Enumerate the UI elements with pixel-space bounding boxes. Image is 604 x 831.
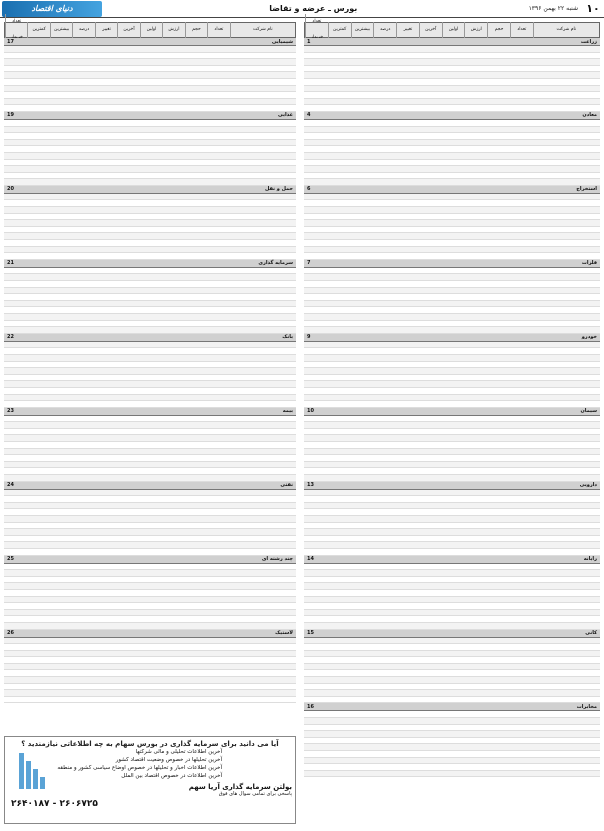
table-row xyxy=(304,677,600,684)
table-row xyxy=(304,549,600,556)
sector-header: نفتی 24 xyxy=(4,482,296,490)
sector-header: فلزات 7 xyxy=(304,260,600,268)
table-row xyxy=(304,66,600,73)
table-row xyxy=(304,59,600,66)
column-header: تعداد xyxy=(207,22,229,38)
table-row xyxy=(4,490,296,497)
table-row xyxy=(304,247,600,254)
table-row xyxy=(4,146,296,153)
table-row xyxy=(4,160,296,167)
table-row xyxy=(4,53,296,60)
sector-header: سرمایه گذاری 21 xyxy=(4,260,296,268)
table-row xyxy=(304,46,600,53)
table-row xyxy=(4,664,296,671)
table-row xyxy=(304,140,600,147)
section-title: بورس ـ عرضه و تقاضا xyxy=(269,4,358,13)
table-row xyxy=(4,327,296,334)
table-row xyxy=(304,355,600,362)
table-row xyxy=(304,133,600,140)
table-row xyxy=(304,173,600,180)
sector-header: بیمه 23 xyxy=(4,408,296,416)
table-row xyxy=(304,416,600,423)
ad-line: آخرین تحلیلها در خصوص وضعیت اقتصاد کشور xyxy=(115,757,222,763)
table-row xyxy=(4,616,296,623)
table-row xyxy=(304,564,600,571)
table-row xyxy=(304,105,600,112)
table-row xyxy=(304,281,600,288)
table-row xyxy=(304,570,600,577)
table-row xyxy=(4,468,296,475)
table-row xyxy=(304,610,600,617)
sector-header: معادن 4 xyxy=(304,112,600,120)
table-row xyxy=(4,475,296,482)
table-row xyxy=(304,314,600,321)
table-row xyxy=(304,623,600,630)
sector-header: دارویی 13 xyxy=(304,482,600,490)
table-row xyxy=(304,731,600,738)
sector-header: سیمان 10 xyxy=(304,408,600,416)
sector-header: مخابرات 16 xyxy=(304,703,600,711)
table-row xyxy=(304,657,600,664)
table-row xyxy=(304,294,600,301)
table-row xyxy=(4,638,296,645)
page-number: ۱۰ xyxy=(586,2,600,15)
table-row xyxy=(4,670,296,677)
table-row xyxy=(304,120,600,127)
table-row xyxy=(304,725,600,732)
table-row xyxy=(304,616,600,623)
table-row xyxy=(4,690,296,697)
table-row xyxy=(304,468,600,475)
table-row xyxy=(4,321,296,328)
table-row xyxy=(4,381,296,388)
table-row xyxy=(304,590,600,597)
table-row xyxy=(304,362,600,369)
advertisement-box xyxy=(4,736,296,824)
table-row xyxy=(304,684,600,691)
table-row xyxy=(4,200,296,207)
table-row xyxy=(4,368,296,375)
issue-date: شنبه ۲۲ بهمن ۱۳۹۶ xyxy=(528,5,578,12)
table-row xyxy=(4,516,296,523)
table-row xyxy=(4,529,296,536)
table-row xyxy=(304,738,600,745)
table-row xyxy=(304,455,600,462)
table-row xyxy=(4,288,296,295)
column-header: درصد xyxy=(72,22,94,38)
sector-header: چند رشته ای 25 xyxy=(4,556,296,564)
ad-line: آخرین اطلاعات اخبار و تحلیلها در خصوص اوضاع سیاسی کشور و منطقه xyxy=(57,765,222,771)
sector-header: لاستیک 26 xyxy=(4,630,296,638)
table-row xyxy=(4,442,296,449)
sector-header: خودرو 9 xyxy=(304,334,600,342)
table-row xyxy=(304,200,600,207)
table-row xyxy=(4,72,296,79)
table-row xyxy=(304,429,600,436)
table-row xyxy=(304,536,600,543)
table-row xyxy=(304,381,600,388)
table-row xyxy=(304,644,600,651)
column-header: آخرین xyxy=(117,22,139,38)
table-row xyxy=(304,220,600,227)
table-row xyxy=(4,348,296,355)
table-row xyxy=(304,751,600,758)
table-row xyxy=(4,66,296,73)
column-header: نام شرکت xyxy=(230,22,295,38)
column-header: تعداد xyxy=(5,14,27,46)
table-row xyxy=(4,342,296,349)
table-row xyxy=(304,523,600,530)
table-row xyxy=(4,294,296,301)
table-row xyxy=(4,307,296,314)
table-row xyxy=(304,99,600,106)
table-row xyxy=(304,227,600,234)
column-header: حجم xyxy=(185,22,207,38)
sector-header: کانی 15 xyxy=(304,630,600,638)
table-row xyxy=(4,59,296,66)
table-row xyxy=(4,375,296,382)
sector-header: حمل و نقل 20 xyxy=(4,186,296,194)
table-row xyxy=(304,764,600,771)
ad-company: بولتن سرمایه گذاری آریا سهم xyxy=(188,783,292,791)
table-row xyxy=(4,247,296,254)
table-row xyxy=(4,395,296,402)
table-row xyxy=(304,375,600,382)
table-row xyxy=(304,638,600,645)
column-header: ارزش xyxy=(464,22,487,38)
column-header: تغییر xyxy=(95,22,117,38)
table-row xyxy=(4,577,296,584)
ad-subtitle: پاسخی برای تمامی سوال های فوق xyxy=(218,791,292,797)
table-row xyxy=(4,140,296,147)
table-row xyxy=(4,99,296,106)
table-row xyxy=(4,644,296,651)
sector-header: غذایی 19 xyxy=(4,112,296,120)
table-row xyxy=(4,429,296,436)
table-row xyxy=(304,321,600,328)
table-row xyxy=(4,207,296,214)
table-row xyxy=(304,268,600,275)
table-row xyxy=(4,355,296,362)
table-row xyxy=(4,281,296,288)
table-row xyxy=(304,442,600,449)
table-row xyxy=(4,435,296,442)
table-row xyxy=(4,509,296,516)
table-row xyxy=(4,536,296,543)
table-row xyxy=(304,577,600,584)
table-row xyxy=(4,590,296,597)
table-row xyxy=(4,523,296,530)
table-row xyxy=(4,227,296,234)
column-header: نام شرکت xyxy=(533,22,599,38)
table-row xyxy=(4,610,296,617)
table-row xyxy=(304,395,600,402)
table-row xyxy=(304,288,600,295)
table-row xyxy=(304,603,600,610)
table-row xyxy=(304,368,600,375)
table-row xyxy=(4,194,296,201)
table-row xyxy=(304,348,600,355)
table-row xyxy=(304,127,600,134)
table-row xyxy=(4,462,296,469)
table-row xyxy=(304,449,600,456)
table-row xyxy=(304,327,600,334)
table-row xyxy=(304,697,600,704)
table-row xyxy=(304,542,600,549)
table-row xyxy=(4,253,296,260)
table-row xyxy=(4,651,296,658)
table-row xyxy=(304,422,600,429)
table-row xyxy=(304,711,600,718)
table-row xyxy=(4,268,296,275)
stock-table xyxy=(304,38,600,777)
table-row xyxy=(4,597,296,604)
column-header: تغییر xyxy=(396,22,419,38)
table-row xyxy=(4,455,296,462)
table-row xyxy=(4,416,296,423)
table-row xyxy=(304,53,600,60)
table-row xyxy=(4,542,296,549)
ad-line: آخرین اطلاعات تحلیلی و مالی شرکتها xyxy=(135,749,222,755)
sector-header: بانک 22 xyxy=(4,334,296,342)
table-row xyxy=(4,46,296,53)
table-row xyxy=(4,301,296,308)
table-row xyxy=(304,670,600,677)
table-row xyxy=(304,496,600,503)
table-row xyxy=(4,220,296,227)
table-row xyxy=(304,597,600,604)
table-row xyxy=(4,422,296,429)
column-header: اولین xyxy=(140,22,162,38)
table-row xyxy=(304,664,600,671)
table-row xyxy=(4,127,296,134)
table-row xyxy=(304,388,600,395)
table-row xyxy=(4,166,296,173)
table-row xyxy=(4,274,296,281)
table-row xyxy=(304,516,600,523)
table-row xyxy=(4,133,296,140)
table-row xyxy=(304,179,600,186)
table-header xyxy=(304,19,600,38)
table-row xyxy=(304,651,600,658)
table-row xyxy=(304,233,600,240)
table-row xyxy=(304,435,600,442)
table-row xyxy=(4,657,296,664)
table-row xyxy=(304,194,600,201)
table-row xyxy=(4,564,296,571)
table-row xyxy=(4,120,296,127)
table-row xyxy=(304,509,600,516)
table-row xyxy=(304,79,600,86)
page-header xyxy=(0,0,604,18)
column-header: بیشترین xyxy=(351,22,374,38)
sector-header: زراعت 1 xyxy=(304,38,600,46)
table-row xyxy=(304,529,600,536)
table-row xyxy=(4,684,296,691)
table-row xyxy=(4,240,296,247)
table-row xyxy=(4,583,296,590)
column-header: تعداد xyxy=(510,22,533,38)
table-header xyxy=(4,19,296,38)
table-row xyxy=(4,697,296,704)
table-row xyxy=(4,79,296,86)
bar-chart-icon xyxy=(11,749,45,789)
table-row xyxy=(304,207,600,214)
column-header: تعداد xyxy=(305,14,328,46)
right-column xyxy=(304,19,600,827)
table-row xyxy=(4,603,296,610)
table-row xyxy=(304,771,600,778)
table-row xyxy=(304,160,600,167)
table-row xyxy=(304,86,600,93)
ad-question: آیا می دانید برای سرمایه گذاری در بورس سهام به چه اطلاعاتی نیازمندید ؟ xyxy=(21,740,279,748)
ad-line: آخرین اطلاعات در خصوص اقتصاد بین الملل xyxy=(121,773,222,779)
table-row xyxy=(4,105,296,112)
table-row xyxy=(4,503,296,510)
table-row xyxy=(304,758,600,765)
table-row xyxy=(4,179,296,186)
table-row xyxy=(304,153,600,160)
ad-phone: ۲۶۴۰۱۸۷ - ۲۶۰۶۷۲۵ xyxy=(11,799,98,809)
table-row xyxy=(304,744,600,751)
table-row xyxy=(304,307,600,314)
table-row xyxy=(304,274,600,281)
table-row xyxy=(4,153,296,160)
column-header: حجم xyxy=(487,22,510,38)
table-row xyxy=(4,314,296,321)
sector-header: رایانه 14 xyxy=(304,556,600,564)
sector-header: استخراج 6 xyxy=(304,186,600,194)
table-row xyxy=(4,173,296,180)
table-row xyxy=(4,496,296,503)
table-row xyxy=(4,362,296,369)
table-row xyxy=(304,475,600,482)
column-header: بیشترین xyxy=(50,22,72,38)
left-column xyxy=(4,19,296,734)
table-row xyxy=(304,462,600,469)
table-row xyxy=(304,72,600,79)
table-row xyxy=(304,92,600,99)
column-header: ارزش xyxy=(162,22,184,38)
table-row xyxy=(304,490,600,497)
sector-header: شیمیایی 17 xyxy=(4,38,296,46)
table-row xyxy=(4,86,296,93)
table-row xyxy=(304,718,600,725)
column-header: آخرین xyxy=(419,22,442,38)
table-row xyxy=(304,240,600,247)
table-row xyxy=(304,166,600,173)
table-row xyxy=(304,342,600,349)
table-row xyxy=(304,146,600,153)
column-header: اولین xyxy=(442,22,465,38)
table-row xyxy=(304,690,600,697)
newspaper-logo: دنیای اقتصاد xyxy=(2,1,102,17)
table-row xyxy=(4,623,296,630)
table-row xyxy=(4,401,296,408)
table-row xyxy=(4,677,296,684)
table-row xyxy=(304,301,600,308)
table-row xyxy=(304,214,600,221)
table-row xyxy=(304,253,600,260)
table-row xyxy=(304,401,600,408)
table-row xyxy=(4,92,296,99)
table-row xyxy=(304,503,600,510)
column-header: کمترین xyxy=(328,22,351,38)
table-row xyxy=(304,583,600,590)
column-header: کمترین xyxy=(27,22,49,38)
table-row xyxy=(4,233,296,240)
table-row xyxy=(4,388,296,395)
table-row xyxy=(4,549,296,556)
stock-table xyxy=(4,38,296,703)
table-row xyxy=(4,214,296,221)
column-header: درصد xyxy=(373,22,396,38)
table-row xyxy=(4,570,296,577)
table-row xyxy=(4,449,296,456)
